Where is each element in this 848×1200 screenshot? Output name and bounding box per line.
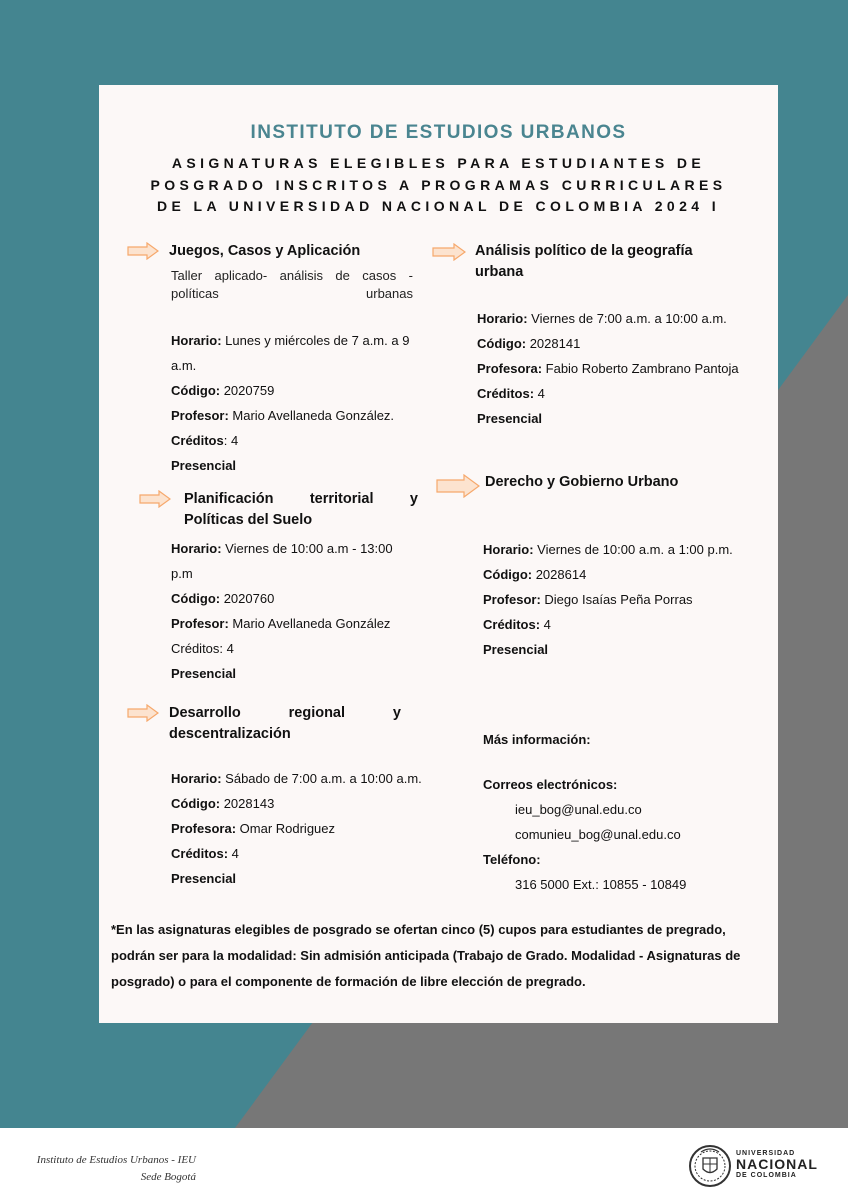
codigo-desarrollo: Código: 2028143 — [171, 796, 275, 811]
modalidad-derecho: Presencial — [483, 642, 549, 657]
footnote: *En las asignaturas elegibles de posgrado se ofertan cinco (5) cupos para estudiantes de pregrado, podrán ser para la modalidad: Sin admisión anticipada (Trabajo de Grado. Modalidad - Asignaturas de posgrado) o para el componente de formación de libre elección de pregrado. — [111, 922, 741, 989]
horario-juegos: Horario: Lunes y miércoles de 7 a.m. a 9 — [171, 333, 410, 348]
profesor-desarrollo: Profesora: Omar Rodriguez — [171, 821, 336, 836]
modalidad-planificacion: Presencial — [171, 666, 237, 681]
course-title-juegos: Juegos, Casos y Aplicación — [169, 243, 361, 259]
codigo-planificacion: Código: 2020760 — [171, 591, 275, 606]
logo-line-3: DE COLOMBIA — [736, 1172, 797, 1179]
footer-institute — [37, 1152, 196, 1186]
telefono-label: Teléfono: — [483, 852, 541, 867]
course-title-derecho: Derecho y Gobierno Urbano — [485, 474, 679, 490]
horario-planificacion: Horario: Viernes de 10:00 a.m - 13:00 — [171, 541, 393, 556]
course-title-analisis-cont: urbana — [475, 264, 524, 280]
codigo-derecho: Código: 2028614 — [483, 567, 587, 582]
course-title-desarrollo: Desarrollo regional y — [169, 705, 401, 721]
arrow-icon — [127, 242, 159, 260]
horario-planificacion-cont: p.m — [171, 566, 193, 581]
arrow-icon — [436, 474, 480, 498]
modalidad-juegos: Presencial — [171, 458, 237, 473]
arrow-icon — [139, 490, 171, 508]
creditos-juegos: Créditos: 4 — [171, 433, 239, 448]
course-title-analisis: Análisis político de la geografía — [475, 243, 693, 259]
horario-derecho: Horario: Viernes de 10:00 a.m. a 1:00 p.m. — [483, 542, 733, 557]
logo-line-2: NACIONAL — [736, 1156, 818, 1172]
course-title-desarrollo-cont: descentralización — [169, 726, 291, 742]
creditos-desarrollo: Créditos: 4 — [171, 846, 239, 861]
profesor-juegos: Profesor: Mario Avellaneda González. — [171, 408, 395, 423]
profesor-analisis: Profesora: Fabio Roberto Zambrano Pantoja — [477, 361, 739, 376]
modalidad-analisis: Presencial — [477, 411, 543, 426]
university-logo-text — [736, 1150, 818, 1179]
correos-label: Correos electrónicos: — [483, 777, 618, 792]
horario-analisis: Horario: Viernes de 7:00 a.m. a 10:00 a.m. — [477, 311, 727, 326]
modalidad-desarrollo: Presencial — [171, 871, 237, 886]
mas-informacion-heading: Más información: — [483, 732, 591, 747]
codigo-juegos: Código: 2020759 — [171, 383, 275, 398]
codigo-analisis: Código: 2028141 — [477, 336, 581, 351]
email-ieu-link[interactable]: ieu_bog@unal.edu.co — [515, 802, 642, 817]
subtitle-line-1: ASIGNATURAS ELEGIBLES PARA ESTUDIANTES DE — [171, 155, 706, 171]
course-description-juegos: Taller aplicado- análisis de casos - políticas urbanas — [171, 268, 413, 301]
course-title-planificacion-cont: Políticas del Suelo — [184, 512, 313, 528]
subtitle-line-3: DE LA UNIVERSIDAD NACIONAL DE COLOMBIA 2024 I — [156, 198, 721, 214]
email-comunieu-link[interactable]: comunieu_bog@unal.edu.co — [515, 827, 681, 842]
logo-line-1: UNIVERSIDAD — [736, 1150, 796, 1157]
telefono-value: 316 5000 Ext.: 10855 - 10849 — [515, 877, 687, 892]
footer-line-2: Sede Bogotá — [140, 1171, 196, 1183]
profesor-planificacion: Profesor: Mario Avellaneda González — [171, 616, 391, 631]
creditos-planificacion: Créditos: 4 — [171, 641, 234, 656]
creditos-derecho: Créditos: 4 — [483, 617, 551, 632]
horario-desarrollo: Horario: Sábado de 7:00 a.m. a 10:00 a.m. — [171, 771, 422, 786]
arrow-icon — [432, 243, 466, 261]
subtitle-line-2: POSGRADO INSCRITOS A PROGRAMAS CURRICULARES — [150, 177, 727, 193]
creditos-analisis: Créditos: 4 — [477, 386, 545, 401]
profesor-derecho: Profesor: Diego Isaías Peña Porras — [483, 592, 693, 607]
course-title-planificacion: Planificación territorial y — [184, 491, 418, 507]
horario-juegos-cont: a.m. — [171, 358, 197, 373]
arrow-icon — [127, 704, 159, 722]
footer-line-1: Instituto de Estudios Urbanos - IEU — [36, 1154, 196, 1166]
content-card — [99, 85, 778, 1023]
page-title: INSTITUTO DE ESTUDIOS URBANOS — [250, 122, 627, 143]
